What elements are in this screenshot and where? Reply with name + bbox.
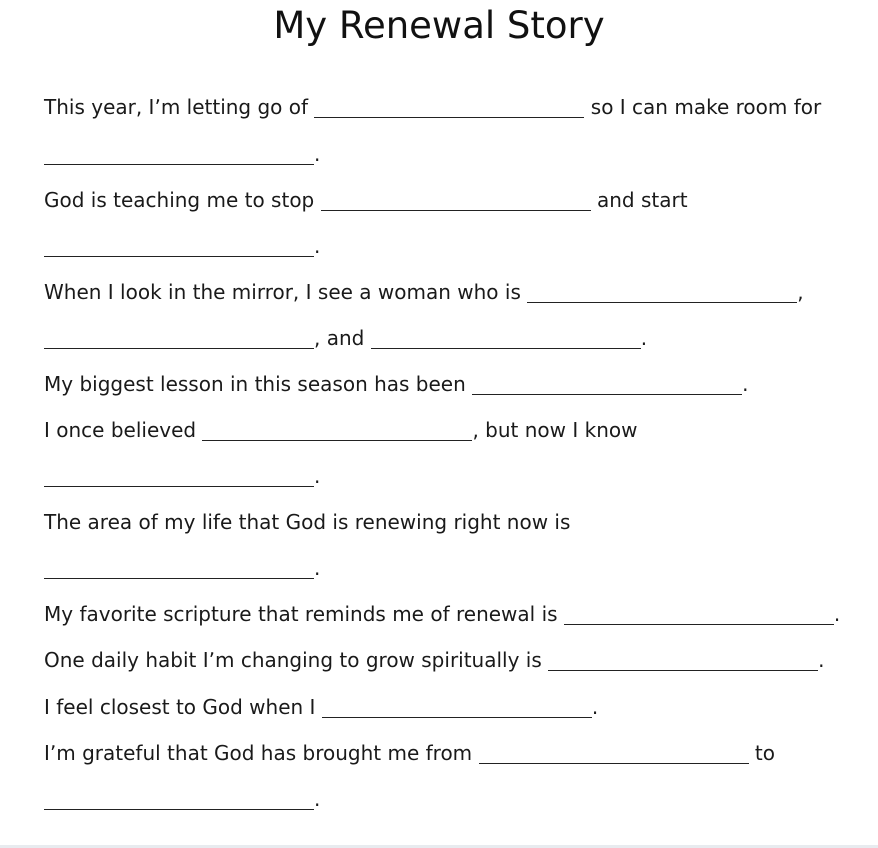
- prompt-text: .: [314, 234, 321, 258]
- prompt-text: and start: [590, 188, 688, 212]
- prompt-text: .: [833, 602, 841, 626]
- prompt-text: .: [818, 648, 825, 672]
- fill-in-blank[interactable]: [44, 144, 314, 165]
- prompt-text: .: [591, 695, 599, 719]
- prompt-text: .: [314, 464, 321, 488]
- prompt-line: [44, 555, 320, 581]
- fill-in-blank[interactable]: [548, 650, 818, 671]
- prompt-line: [44, 694, 598, 720]
- fill-in-blank[interactable]: [44, 466, 314, 487]
- prompt-text: This year, Iʼm letting go of: [44, 95, 315, 119]
- fill-in-blank[interactable]: [44, 328, 314, 349]
- prompt-line: [44, 233, 320, 259]
- fill-in-blank[interactable]: [564, 604, 834, 625]
- prompt-text: .: [314, 556, 321, 580]
- fill-in-blank[interactable]: [322, 697, 592, 718]
- prompt-text: God is teaching me to stop: [44, 188, 321, 212]
- prompt-text: .: [640, 326, 648, 350]
- prompt-text: I once believed: [44, 418, 203, 442]
- fill-in-blank[interactable]: [202, 420, 472, 441]
- fill-in-blank[interactable]: [479, 743, 749, 764]
- prompt-text: My favorite scripture that reminds me of renewal is: [44, 602, 564, 626]
- prompt-line: [44, 740, 775, 766]
- prompt-text: .: [314, 142, 321, 166]
- prompt-text: ,: [797, 280, 804, 304]
- prompt-text: so I can make room for: [584, 95, 822, 119]
- fill-in-blank[interactable]: [472, 374, 742, 395]
- prompt-line: [44, 325, 647, 351]
- page-title: My Renewal Story: [273, 4, 605, 47]
- prompt-line: [44, 647, 825, 673]
- fill-in-blank[interactable]: [314, 97, 584, 118]
- prompt-text: , but now I know: [472, 418, 638, 442]
- prompt-line: [44, 509, 570, 535]
- prompt-text: My biggest lesson in this season has been: [44, 372, 473, 396]
- prompt-line: [44, 371, 749, 397]
- prompt-line: [44, 141, 320, 167]
- prompt-line: [44, 786, 320, 812]
- prompt-text: .: [314, 787, 321, 811]
- prompt-line: [44, 187, 688, 213]
- prompt-text: The area of my life that God is renewing right now is: [44, 510, 571, 534]
- fill-in-blank[interactable]: [44, 789, 314, 810]
- prompt-text: One daily habit Iʼm changing to grow spiritually is: [44, 648, 549, 672]
- prompt-text: Iʼm grateful that God has brought me from: [44, 741, 479, 765]
- prompt-line: [44, 94, 821, 120]
- prompt-text: , and: [314, 326, 371, 350]
- prompt-line: [44, 463, 320, 489]
- fill-in-blank[interactable]: [44, 558, 314, 579]
- prompt-text: .: [742, 372, 749, 396]
- fill-in-blank[interactable]: [44, 236, 314, 257]
- fill-in-blank[interactable]: [371, 328, 641, 349]
- prompt-line: [44, 601, 840, 627]
- prompt-text: When I look in the mirror, I see a woman who is: [44, 280, 528, 304]
- prompt-text: to: [748, 741, 775, 765]
- prompt-text: I feel closest to God when I: [44, 695, 322, 719]
- fill-in-blank[interactable]: [527, 282, 797, 303]
- prompt-line: [44, 279, 804, 305]
- fill-in-blank[interactable]: [321, 190, 591, 211]
- prompt-line: [44, 417, 637, 443]
